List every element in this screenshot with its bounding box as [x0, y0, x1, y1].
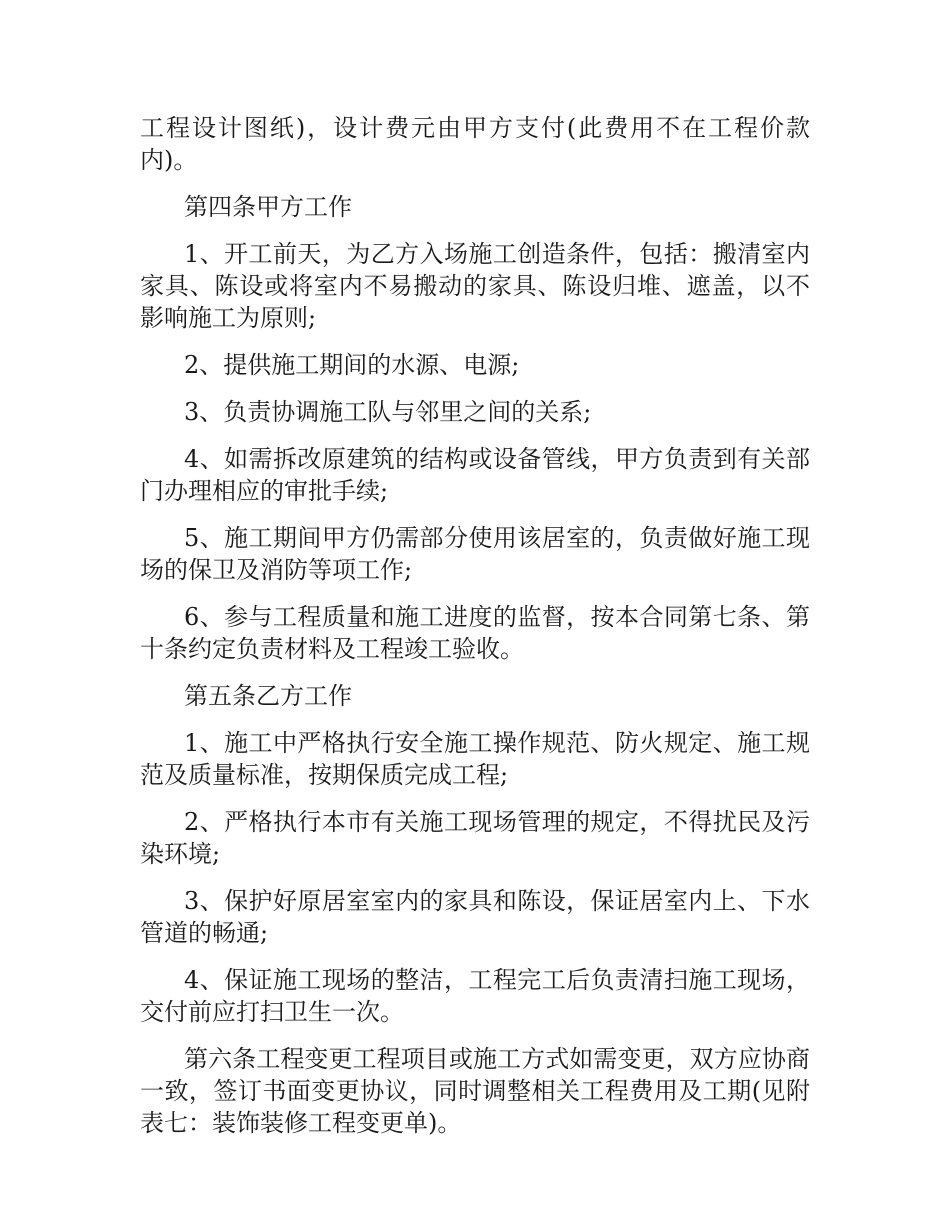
article-4-item-3: 3、负责协调施工队与邻里之间的关系; [184, 398, 592, 426]
heading-article-5: 第五条乙方工作 [184, 682, 352, 710]
article-4-item-2: 2、提供施工期间的水源、电源; [184, 351, 520, 379]
article-5-item-3: 3、保护好原居室室内的家具和陈设，保证居室内上、下水管道的畅通; [140, 887, 810, 947]
article-6: 第六条工程变更工程项目或施工方式如需变更，双方应协商一致，签订书面变更协议，同时调整相关工程费用及工期(见附表七：装饰装修工程变更单)。 [140, 1045, 810, 1137]
article-4-item-4: 4、如需拆改原建筑的结构或设备管线，甲方负责到有关部门办理相应的审批手续; [140, 445, 810, 505]
article-5-item-1: 1、施工中严格执行安全施工操作规范、防火规定、施工规范及质量标准，按期保质完成工程; [140, 729, 810, 789]
paragraph-continuation: 工程设计图纸)，设计费元由甲方支付(此费用不在工程价款内)。 [140, 114, 810, 174]
article-5-item-4: 4、保证施工现场的整洁，工程完工后负责清扫施工现场，交付前应打扫卫生一次。 [140, 966, 810, 1026]
article-5-item-2: 2、严格执行本市有关施工现场管理的规定，不得扰民及污染环境; [140, 808, 810, 868]
article-4-item-5: 5、施工期间甲方仍需部分使用该居室的，负责做好施工现场的保卫及消防等项工作; [140, 524, 810, 584]
article-4-item-6: 6、参与工程质量和施工进度的监督，按本合同第七条、第十条约定负责材料及工程竣工验收。 [140, 603, 810, 663]
article-4-item-1: 1、开工前天，为乙方入场施工创造条件，包括：搬清室内家具、陈设或将室内不易搬动的家具、陈设归堆、遮盖，以不影响施工为原则; [140, 240, 810, 332]
document-page [140, 112, 810, 1154]
heading-article-4: 第四条甲方工作 [184, 193, 352, 221]
